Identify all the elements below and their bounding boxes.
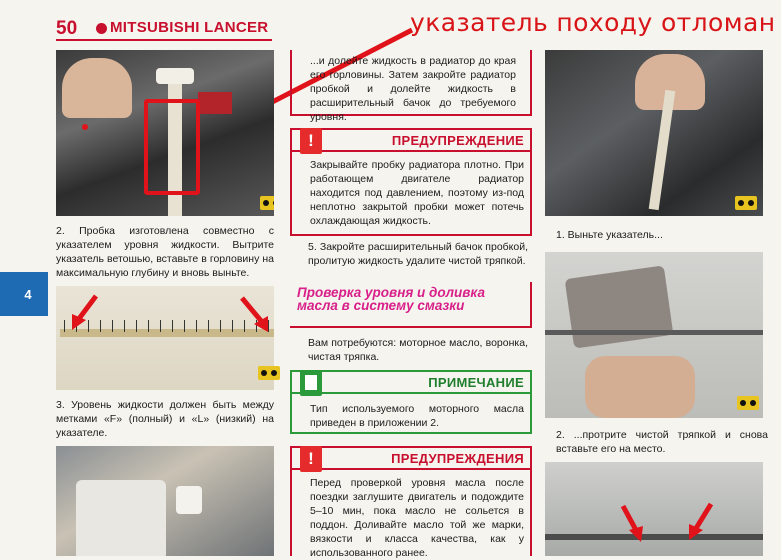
car-marker-icon	[735, 196, 757, 210]
caption-step-5: 5. Закройте расширительный бачок пробкой, пролитую жидкость удалите чистой тряпкой.	[308, 241, 528, 267]
caption-right-step-2: 2. ...протрите чистой тряпкой и снова вставьте его на место.	[556, 429, 768, 455]
caption-step-3: 3. Уровень жидкости должен быть между метками «F» (полный) и «L» (низкий) на указателе.	[56, 399, 274, 439]
note-icon	[300, 370, 322, 396]
red-dot	[82, 124, 88, 130]
section-title: Проверка уровня и доливка масла в систему смазки	[297, 285, 485, 313]
note-box	[290, 370, 532, 434]
car-marker-icon	[260, 196, 274, 210]
photo-pull-dipstick	[545, 50, 763, 216]
bottle-shape	[76, 480, 166, 556]
annotation-text: указатель походу отломан	[410, 8, 776, 37]
chapter-tab	[0, 272, 48, 316]
warning-icon: !	[300, 128, 322, 154]
warning-text: Закрывайте пробку радиатора плотно. При работающем двигателе радиатор находится под давлением, поэтому из-под неплотно закрытой пробки может потечь охлаждающая жидкость.	[310, 159, 524, 227]
photo-coolant-bottle	[56, 446, 274, 556]
warning-box-2	[290, 446, 532, 559]
rag-shape	[565, 265, 674, 348]
warning-header	[292, 130, 530, 152]
cap-shape	[156, 68, 194, 84]
highlight-rectangle	[144, 99, 200, 195]
photo-wipe-dipstick	[545, 252, 763, 418]
scale-arrows	[56, 286, 274, 390]
car-marker-icon	[737, 396, 759, 410]
intro-text-box: ...и долейте жидкость в радиатор до края его горловины. Затем закройте радиатор пробкой и долейте жидкость в расширительный бачок до требуемого уровня.	[290, 50, 532, 116]
dipstick-shape	[545, 330, 763, 335]
note-title: ПРИМЕЧАНИЕ	[428, 375, 524, 390]
requirements-text: Вам потребуются: моторное масло, воронка, чистая тряпка.	[308, 337, 528, 363]
warning-header-2	[292, 448, 530, 470]
hand-shape	[62, 58, 132, 118]
warning-title-2: ПРЕДУПРЕЖДЕНИЯ	[391, 451, 524, 466]
warning-icon: !	[300, 446, 322, 472]
oil-level-arrows	[545, 462, 763, 556]
warning-text-2: Перед проверкой уровня масла после поездки заглушите двигатель и подождите 5–10 мин, пока масло не сольется в поддон. Доливайте масло той же марки, вязкости и класса качества, как у использованного ранее.	[310, 477, 524, 559]
chapter-tab-label: 4	[24, 286, 32, 302]
warning-title: ПРЕДУПРЕЖДЕНИЕ	[391, 133, 524, 148]
warning-box	[290, 128, 532, 236]
red-component	[198, 92, 232, 114]
page-header-title: MITSUBISHI LANCER	[110, 19, 269, 36]
hand-shape	[585, 356, 695, 418]
page-number: 50	[56, 18, 78, 39]
caption-right-step-1: 1. Выньте указатель...	[556, 229, 663, 241]
car-marker-icon	[258, 366, 280, 380]
caption-step-2: 2. Пробка изготовлена совместно с указателем уровня жидкости. Вытрите указатель ветошью, вставьте в горловину на максимальную глубину и вновь выньте.	[56, 225, 274, 279]
note-text: Тип используемого моторного масла приведен в приложении 2.	[310, 403, 524, 429]
note-header	[292, 372, 530, 394]
cap-shape	[176, 486, 202, 514]
